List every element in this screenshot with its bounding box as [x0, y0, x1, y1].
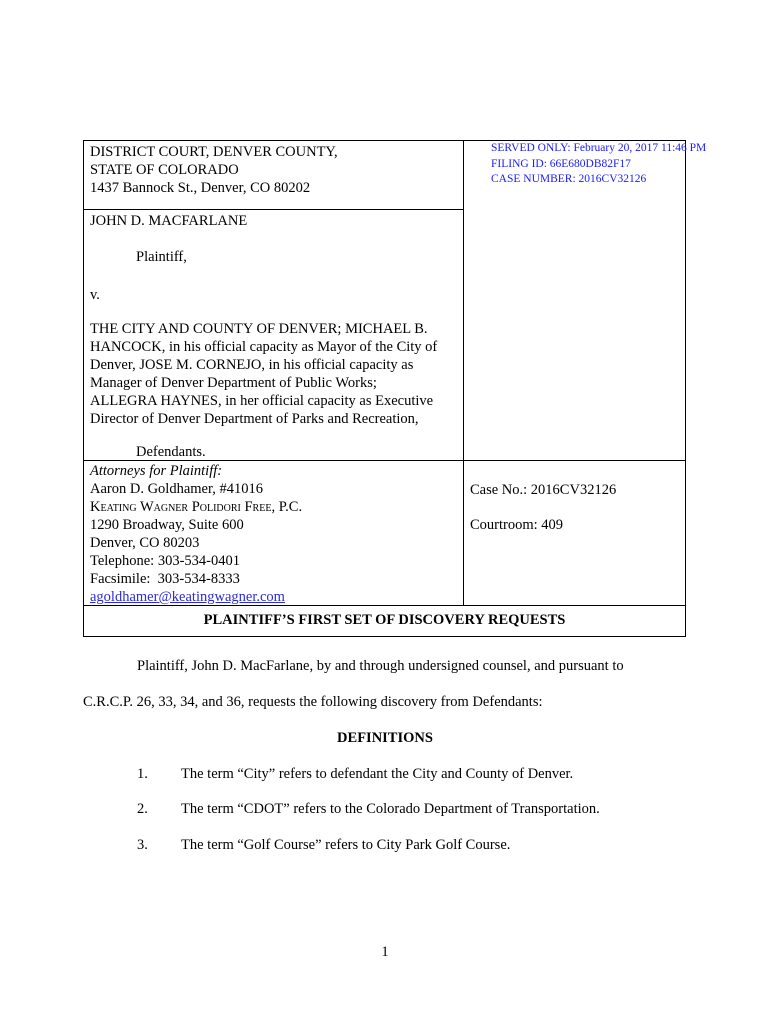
court-line: STATE OF COLORADO: [90, 162, 239, 178]
court-line: DISTRICT COURT, DENVER COUNTY,: [90, 144, 338, 160]
facsimile: Facsimile: 303-534-8333: [90, 571, 240, 587]
case-number-stamp: CASE NUMBER: 2016CV32126: [491, 173, 647, 185]
court-block: [90, 143, 338, 197]
case-caption-box: [83, 140, 707, 637]
address-line: Denver, CO 80203: [90, 535, 200, 551]
address-line: 1290 Broadway, Suite 600: [90, 517, 244, 533]
caption-vertical-divider: [463, 141, 464, 605]
page-number: 1: [381, 944, 389, 960]
firm-name: Keating Wagner Polidori Free: [90, 499, 272, 515]
intro-line-1: Plaintiff, John D. MacFarlane, by and through undersigned counsel, and pursuant to: [137, 658, 624, 674]
definitions-heading: DEFINITIONS: [337, 730, 433, 746]
defendants-role: Defendants.: [136, 444, 206, 460]
document-title: PLAINTIFF’S FIRST SET OF DISCOVERY REQUESTS: [203, 612, 566, 628]
defendants-line: Denver, JOSE M. CORNEJO, in his official capacity as: [90, 357, 414, 373]
defendants-line: ALLEGRA HAYNES, in her official capacity as Executive: [90, 393, 434, 409]
versus: v.: [90, 287, 100, 303]
plaintiff-role: Plaintiff,: [136, 249, 187, 265]
served-date: SERVED ONLY: February 20, 2017 11:46 PM: [491, 142, 707, 154]
intro-line-2: C.R.C.P. 26, 33, 34, and 36, requests the following discovery from Defendants:: [83, 694, 543, 710]
caption-divider-court: [84, 209, 463, 210]
definition-text: The term “Golf Course” refers to City Park Golf Course.: [181, 837, 511, 853]
efiling-stamp: [491, 141, 706, 188]
firm-suffix: , P.C.: [271, 499, 303, 515]
defendants-line: Manager of Denver Department of Public Works;: [90, 375, 377, 391]
defendants-line: THE CITY AND COUNTY OF DENVER; MICHAEL B.: [90, 321, 428, 337]
defendants-line: Director of Denver Department of Parks and Recreation,: [90, 411, 419, 427]
case-number: Case No.: 2016CV32126: [470, 482, 617, 498]
firm-line: [90, 498, 302, 516]
courtroom: Courtroom: 409: [470, 517, 564, 533]
definition-number: 1.: [137, 766, 148, 782]
definition-text: The term “CDOT” refers to the Colorado Department of Transportation.: [181, 801, 600, 817]
filing-id: FILING ID: 66E680DB82F17: [491, 157, 631, 170]
definition-number: 3.: [137, 837, 148, 853]
definition-text: The term “City” refers to defendant the City and County of Denver.: [181, 766, 574, 782]
defendants-line: HANCOCK, in his official capacity as Mayor of the City of: [90, 339, 438, 355]
defendants-block: [90, 320, 437, 428]
definition-number: 2.: [137, 801, 148, 817]
attorney-name: Aaron D. Goldhamer, #41016: [90, 481, 263, 497]
court-line: 1437 Bannock St., Denver, CO 80202: [90, 180, 311, 196]
attorney-block: [90, 462, 302, 606]
attorney-email-link[interactable]: agoldhamer@keatingwagner.com: [90, 589, 285, 605]
attorneys-heading: Attorneys for Plaintiff:: [90, 463, 223, 479]
telephone: Telephone: 303-534-0401: [90, 553, 240, 569]
plaintiff-name: JOHN D. MACFARLANE: [90, 213, 248, 229]
